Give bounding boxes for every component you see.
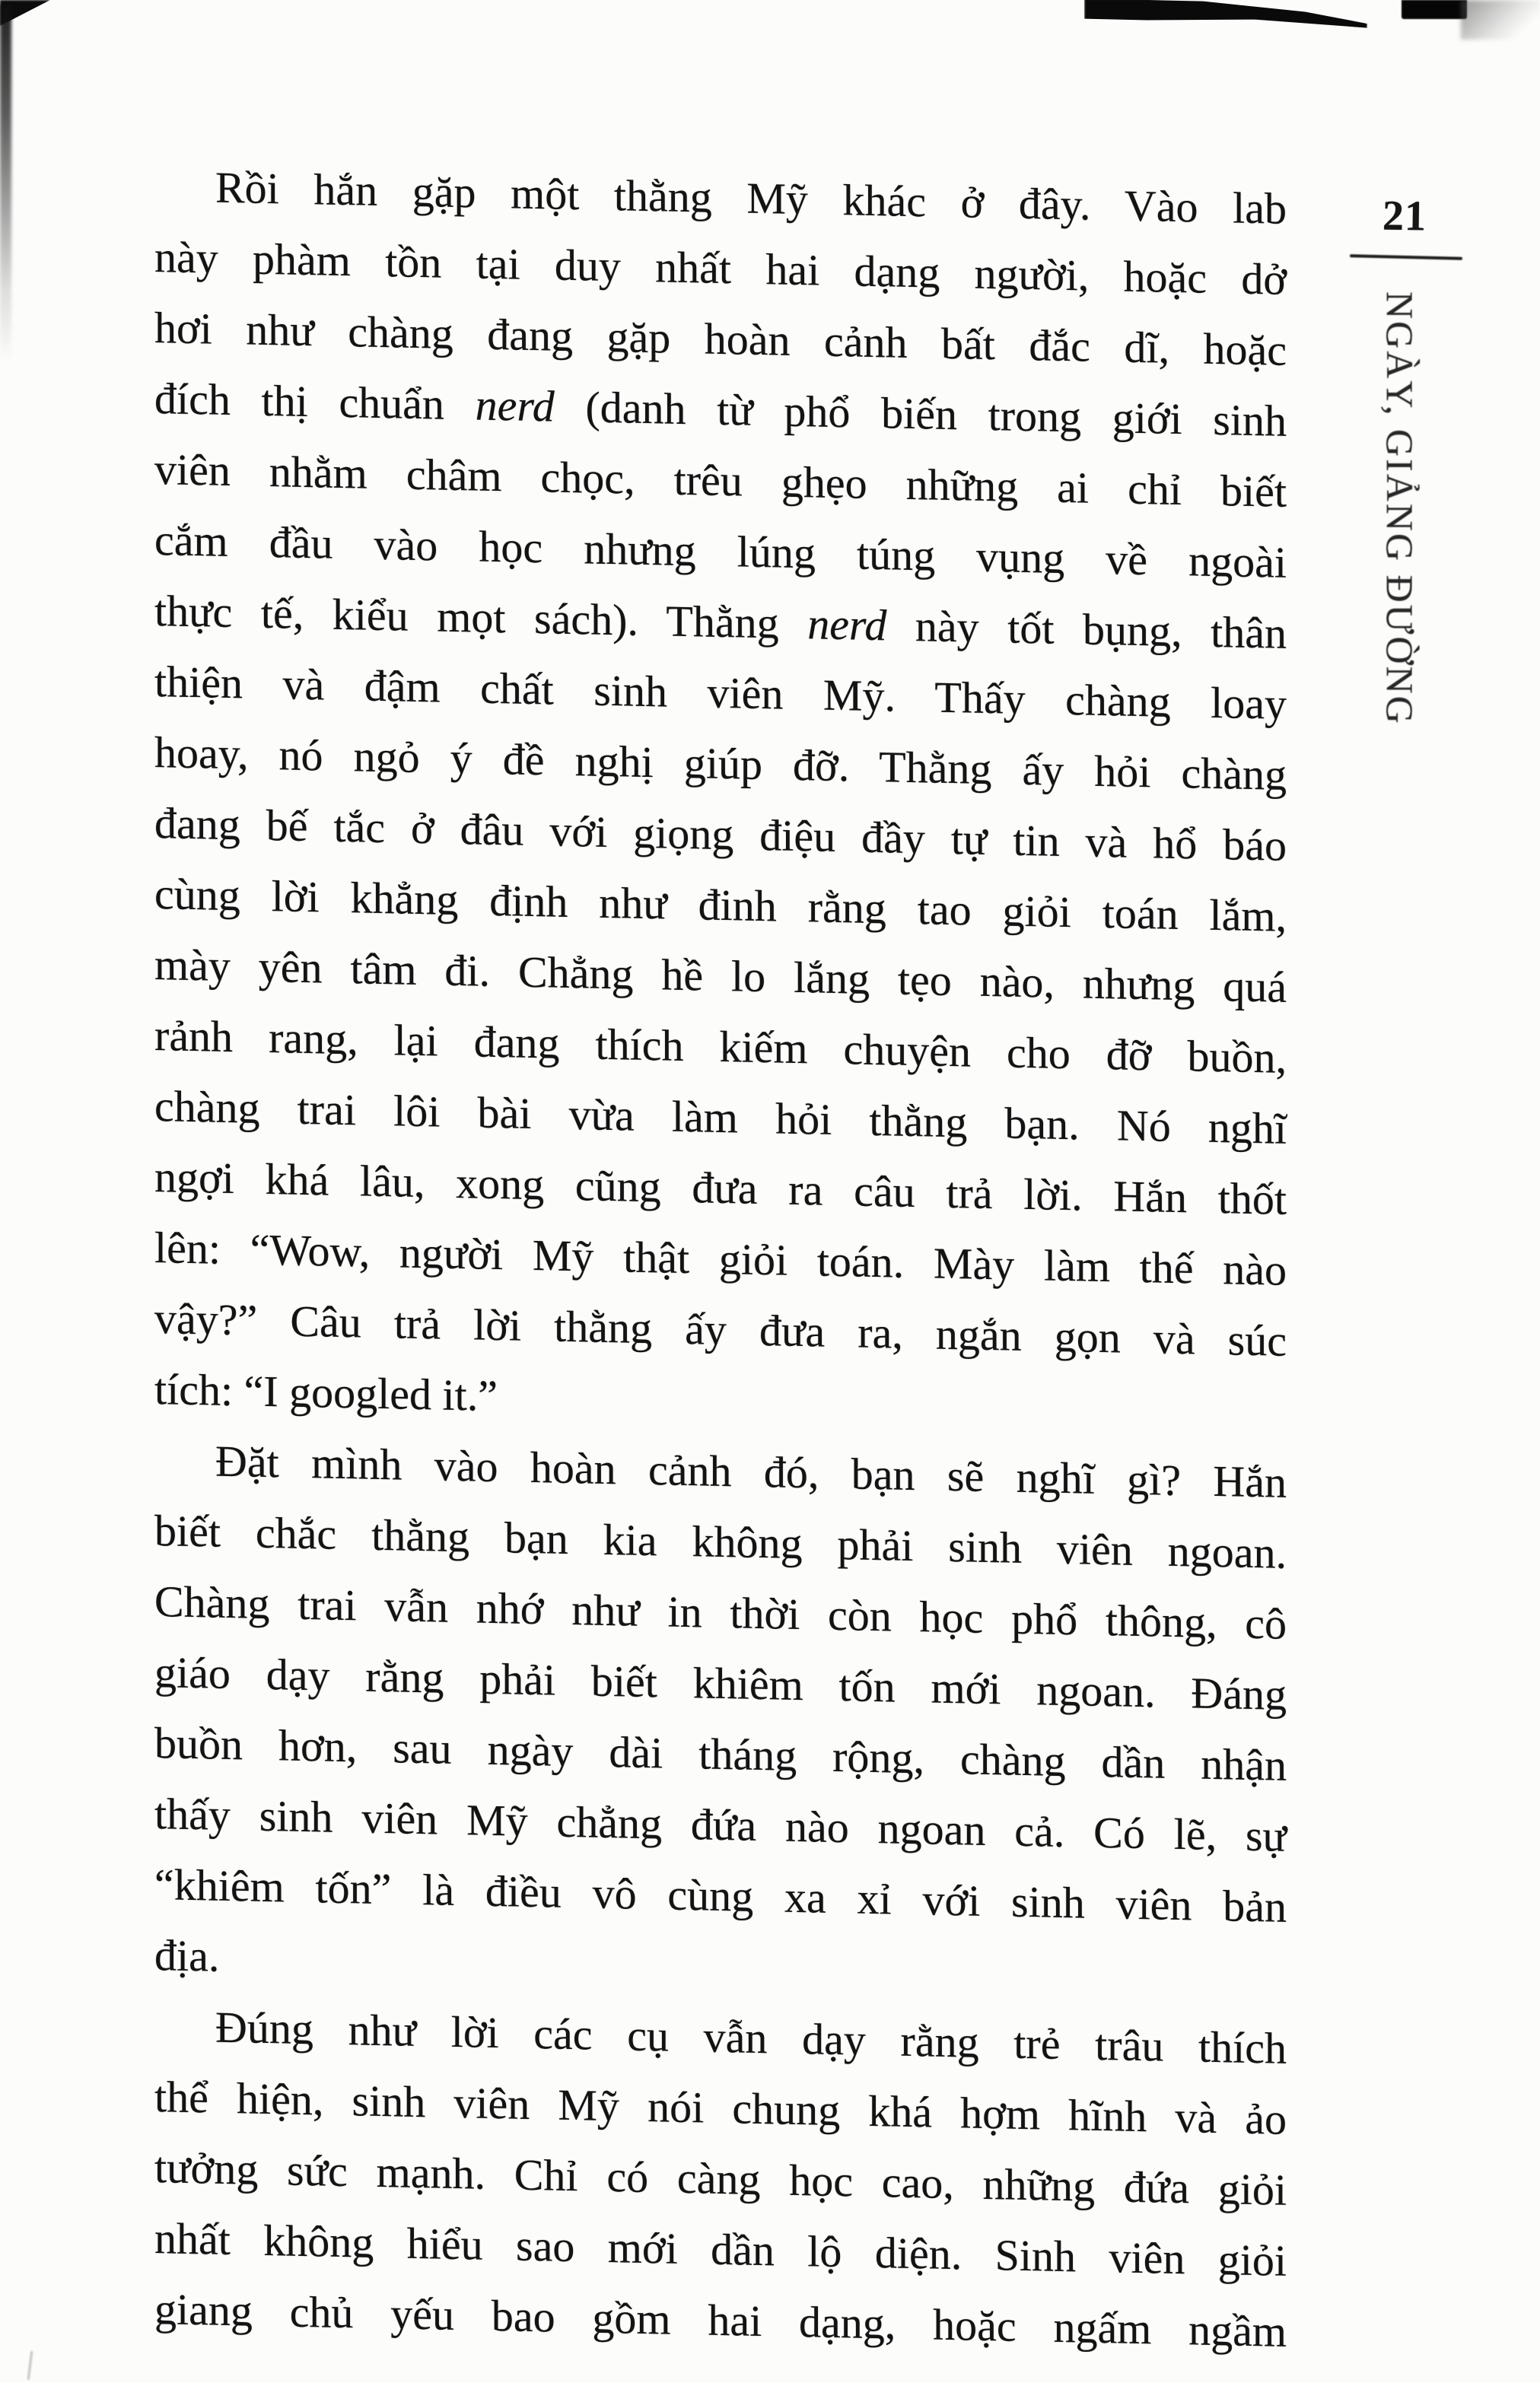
running-title-vertical: NGÀY, GIẢNG ĐƯỜNG <box>1379 291 1421 726</box>
text-segment: giáo dạy rằng phải biết khiêm tốn mới ngoan. Đáng <box>154 1647 1287 1720</box>
text-segment: cùng lời khẳng định như đinh rằng tao giỏi toán lắm, <box>154 869 1287 941</box>
text-column <box>154 151 1287 2367</box>
paragraph <box>154 151 1287 1447</box>
text-segment: Đúng như lời các cụ vẫn dạy rằng trẻ trâu thích <box>215 2002 1287 2073</box>
text-segment: Chàng trai vẫn nhớ như in thời còn học phổ thông, cô <box>154 1576 1287 1649</box>
text-segment: vậy?” Câu trả lời thằng ấy đưa ra, ngắn gọn và súc <box>154 1293 1287 1366</box>
text-segment: thể hiện, sinh viên Mỹ nói chung khá hợm hĩnh và ảo <box>154 2072 1287 2144</box>
text-segment: tưởng sức mạnh. Chỉ có càng học cao, những đứa giỏi <box>154 2143 1287 2215</box>
text-segment: Rồi hắn gặp một thằng Mỹ khác ở đây. Vào lab <box>215 162 1287 234</box>
text-segment: ngợi khá lâu, xong cũng đưa ra câu trả lời. Hắn thốt <box>154 1152 1287 1224</box>
text-segment: rảnh rang, lại đang thích kiếm chuyện cho đỡ buồn, <box>154 1010 1287 1083</box>
text-segment: thiện và đậm chất sinh viên Mỹ. Thấy chàng loay <box>154 657 1287 729</box>
text-segment: “khiêm tốn” là điều vô cùng xa xỉ với sinh viên bản <box>154 1860 1287 1932</box>
text-segment: này phàm tồn tại duy nhất hai dạng người, hoặc dở <box>154 232 1287 304</box>
text-segment: đích thị chuẩn <box>154 374 476 430</box>
text-segment: tích: “I googled it.” <box>154 1364 498 1421</box>
text-segment: (danh từ phổ biến trong giới sinh <box>554 381 1287 446</box>
text-segment: thực tế, kiểu mọt sách). Thằng <box>154 586 808 649</box>
page-number: 21 <box>1382 192 1427 240</box>
header-rule <box>1350 254 1462 260</box>
italic-text-segment: nerd <box>807 599 887 651</box>
paragraph <box>154 1990 1287 2367</box>
corner-smudge-top-right <box>1461 0 1540 40</box>
italic-text-segment: nerd <box>475 380 555 431</box>
bottom-left-mark <box>27 2351 33 2380</box>
text-segment: buồn hơn, sau ngày dài tháng rộng, chàng dần nhận <box>154 1718 1287 1790</box>
scan-stain-top-right <box>1402 0 1467 19</box>
text-segment: giang chủ yếu bao gồm hai dạng, hoặc ngấm ngầm <box>154 2284 1287 2356</box>
text-segment: lên: “Wow, người Mỹ thật giỏi toán. Mày làm thế nào <box>154 1223 1287 1295</box>
spine-shadow-strip <box>0 5 11 362</box>
text-segment: Đặt mình vào hoàn cảnh đó, bạn sẽ nghĩ gì? Hắn <box>215 1436 1287 1507</box>
text-segment: thấy sinh viên Mỹ chẳng đứa nào ngoan cả. Có lẽ, sự <box>154 1789 1287 1861</box>
scan-streak-top-right <box>1084 0 1367 33</box>
text-segment: viên nhằm châm chọc, trêu ghẹo những ai chỉ biết <box>154 444 1287 517</box>
text-segment: cắm đầu vào học nhưng lúng túng vụng về ngoài <box>154 515 1287 587</box>
text-segment: biết chắc thằng bạn kia không phải sinh viên ngoan. <box>154 1506 1287 1578</box>
text-segment: hơi như chàng đang gặp hoàn cảnh bất đắc dĩ, hoặc <box>154 303 1287 375</box>
text-segment: nhất không hiểu sao mới dần lộ diện. Sinh viên giỏi <box>154 2213 1287 2286</box>
text-segment: này tốt bụng, thân <box>886 600 1287 658</box>
text-segment: chàng trai lôi bài vừa làm hỏi thằng bạn. Nó nghĩ <box>154 1081 1287 1153</box>
text-segment: địa. <box>154 1930 220 1981</box>
text-segment: hoay, nó ngỏ ý đề nghị giúp đỡ. Thằng ấy hỏi chàng <box>154 727 1287 800</box>
paragraph <box>154 1424 1287 2013</box>
text-segment: mày yên tâm đi. Chẳng hề lo lắng tẹo nào, nhưng quá <box>154 940 1287 1012</box>
text-segment: đang bế tắc ở đâu với giọng điệu đầy tự tin và hổ báo <box>154 798 1287 870</box>
